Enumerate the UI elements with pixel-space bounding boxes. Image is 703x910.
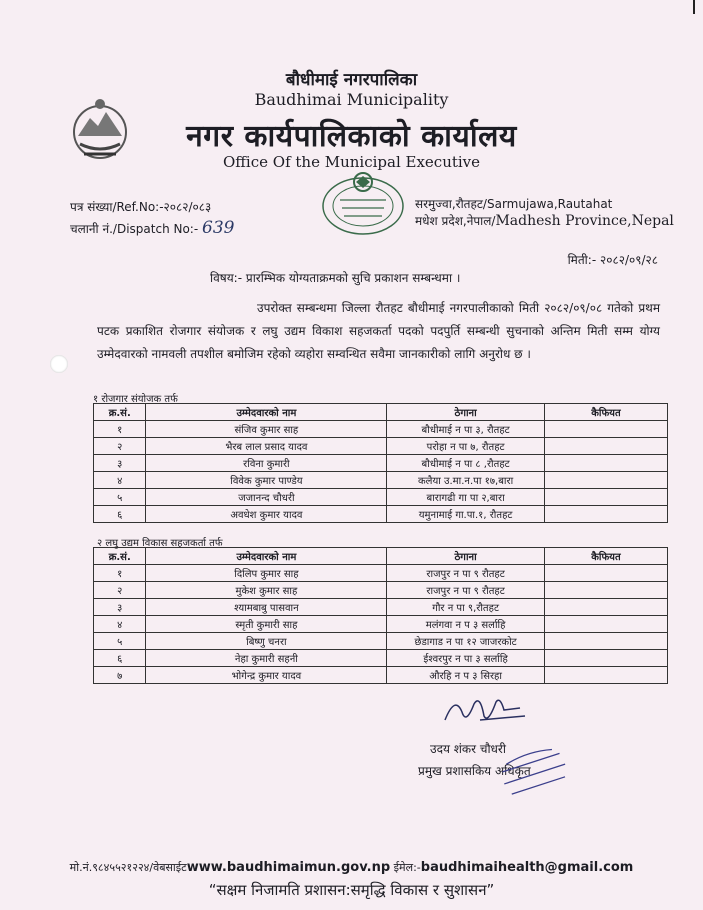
cell-address: ईश्वरपुर न पा ३ सर्लाहि	[387, 650, 545, 667]
email-link[interactable]: baudhimaihealth@gmail.com	[420, 860, 634, 875]
cell-address: यमुनामाई गा.पा.१, रौतहट	[387, 506, 545, 523]
section1-title: १ रोजगार संयोजक तर्फ	[93, 394, 178, 405]
cell-name: बिष्णु चनरा	[146, 633, 387, 650]
cell-address: मलंगवा न प ३ सर्लाहि	[387, 616, 545, 633]
cell-name: विवेक कुमार पाण्डेय	[146, 472, 387, 489]
header-remarks: कैफियत	[544, 404, 667, 421]
table-row	[94, 650, 668, 667]
municipality-name-np: बौधीमाई नगरपालिका	[285, 70, 418, 90]
dispatch-label: चलानी नं./Dispatch No:-	[70, 222, 199, 236]
table-row	[94, 472, 668, 489]
table-header-row	[94, 404, 668, 421]
address-province-np: मधेश प्रदेश,नेपाल/	[415, 214, 496, 228]
header-sn: क्र.सं.	[94, 404, 146, 421]
table-row	[94, 599, 668, 616]
cell-name: स्मृती कुमारी साह	[146, 616, 387, 633]
cell-remarks	[544, 438, 667, 455]
cell-sn: ६	[94, 506, 146, 523]
table-row	[94, 565, 668, 582]
section2-table	[93, 547, 668, 684]
handwritten-signature-icon	[440, 690, 530, 730]
dispatch-number	[70, 218, 234, 238]
ref-label: पत्र संख्या/Ref.No:-	[70, 200, 164, 214]
cell-address: परोहा न पा ७, रौतहट	[387, 438, 545, 455]
cell-address: छेडागाड न पा १२ जाजरकोट	[387, 633, 545, 650]
punch-hole	[50, 355, 68, 373]
cell-sn: १	[94, 565, 146, 582]
letter-body	[97, 297, 660, 366]
reference-number	[70, 198, 211, 215]
header-address: ठेगाना	[387, 548, 545, 565]
table-row	[94, 421, 668, 438]
cell-remarks	[544, 455, 667, 472]
cell-name: श्यामबाबु पासवान	[146, 599, 387, 616]
cell-sn: ४	[94, 472, 146, 489]
cell-name: संजिव कुमार साह	[146, 421, 387, 438]
edge-mark	[693, 0, 695, 14]
footer-contact	[0, 860, 703, 875]
cell-remarks	[544, 472, 667, 489]
cell-address: राजपुर न पा ९ रौतहट	[387, 582, 545, 599]
letter-subject: विषय:- प्रारम्भिक योग्यताक्रमको सुचि प्रकाशन सम्बन्धमा ।	[210, 271, 461, 285]
cell-name: अवधेश कुमार यादव	[146, 506, 387, 523]
footer-motto: “सक्षम निजामति प्रशासन:समृद्धि विकास र सुशासन”	[208, 881, 495, 899]
letter-body-text: उपरोक्त सम्बन्धमा जिल्ला रौतहट बौधीमाई नगरपालीकाको मिती २०८२/०९/०८ गतेको प्रथम पटक प्रकाशित रोजगार संयोजक र लघु उद्यम विकाश सहजकर्ता पदको पदपुर्ति सम्बन्धी सुचनाको अन्तिम मिती सम्म योग्य उम्मेदवारको नामवली तपशील बमोजिम रहेको व्यहोरा सम्वन्धित सवैमा जानकारीको लागि अनुरोध छ ।	[97, 301, 660, 361]
municipality-seal-icon	[318, 168, 408, 238]
cell-address: बौधीमाई न पा ८ ,रौतहट	[387, 455, 545, 472]
dispatch-value: 639	[202, 218, 235, 238]
cell-sn: ५	[94, 489, 146, 506]
cell-remarks	[544, 565, 667, 582]
footer-contact-prefix: मो.नं.९८४५५२१२२४/वेबसाईट	[69, 861, 187, 874]
cell-name: भैरब लाल प्रसाद यादव	[146, 438, 387, 455]
table-row	[94, 633, 668, 650]
cell-remarks	[544, 421, 667, 438]
cell-sn: ३	[94, 455, 146, 472]
table-row	[94, 455, 668, 472]
table-row	[94, 489, 668, 506]
section1-table	[93, 403, 668, 523]
cell-sn: २	[94, 438, 146, 455]
letter-date: मिती:- २०८२/०९/२८	[567, 253, 658, 267]
cell-remarks	[544, 616, 667, 633]
website-link[interactable]: www.baudhimaimun.gov.np	[186, 860, 391, 875]
table-row	[94, 506, 668, 523]
table-header-row	[94, 548, 668, 565]
cell-address: बौधीमाई न पा ३, रौतहट	[387, 421, 545, 438]
cell-sn: २	[94, 582, 146, 599]
cell-address: बारागढी गा पा २,बारा	[387, 489, 545, 506]
officer-stamp-icon	[485, 740, 585, 810]
cell-address: राजपुर न पा ९ रौतहट	[387, 565, 545, 582]
cell-remarks	[544, 667, 667, 684]
table-row	[94, 438, 668, 455]
signatory-title: प्रमुख प्रशासकिय अधिकृत	[418, 764, 531, 778]
cell-name: भोगेन्द्र कुमार यादव	[146, 667, 387, 684]
cell-remarks	[544, 633, 667, 650]
cell-name: नेहा कुमारी सहनी	[146, 650, 387, 667]
cell-address: गौर न पा ९,रौतहट	[387, 599, 545, 616]
section2-title: २ लघु उद्यम विकास सहजकर्ता तर्फ	[97, 538, 223, 549]
cell-sn: ६	[94, 650, 146, 667]
address-province-en: Madhesh Province,Nepal	[495, 213, 674, 229]
cell-remarks	[544, 599, 667, 616]
cell-name: दिलिप कुमार साह	[146, 565, 387, 582]
cell-name: रविना कुमारी	[146, 455, 387, 472]
cell-remarks	[544, 506, 667, 523]
office-title-en: Office Of the Municipal Executive	[222, 153, 481, 171]
address-line-2	[415, 212, 674, 229]
cell-remarks	[544, 650, 667, 667]
ref-value: २०८२/०८३	[163, 200, 212, 214]
cell-sn: ४	[94, 616, 146, 633]
cell-remarks	[544, 582, 667, 599]
header-address: ठेगाना	[387, 404, 545, 421]
office-title-np: नगर कार्यपालिकाको कार्यालय	[186, 119, 517, 154]
cell-remarks	[544, 489, 667, 506]
cell-address: कलैया उ.मा.न.पा १७,बारा	[387, 472, 545, 489]
cell-name: मुकेश कुमार साह	[146, 582, 387, 599]
header-name: उम्मेदवारको नाम	[146, 404, 387, 421]
cell-sn: ५	[94, 633, 146, 650]
cell-sn: १	[94, 421, 146, 438]
cell-address: औरहि न प ३ सिरहा	[387, 667, 545, 684]
table-row	[94, 616, 668, 633]
header-remarks: कैफियत	[544, 548, 667, 565]
signatory-name: उदय शंकर चौधरी	[430, 742, 506, 756]
table-row	[94, 667, 668, 684]
municipality-name-en: Baudhimai Municipality	[254, 90, 449, 109]
header-sn: क्र.सं.	[94, 548, 146, 565]
header-name: उम्मेदवारको नाम	[146, 548, 387, 565]
email-label: ईमेल:-	[393, 861, 421, 874]
cell-name: जजानन्द चौधरी	[146, 489, 387, 506]
cell-sn: ७	[94, 667, 146, 684]
cell-sn: ३	[94, 599, 146, 616]
table-row	[94, 582, 668, 599]
address-line-1: सरमुज्वा,रौतहट/Sarmujawa,Rautahat	[415, 197, 613, 211]
